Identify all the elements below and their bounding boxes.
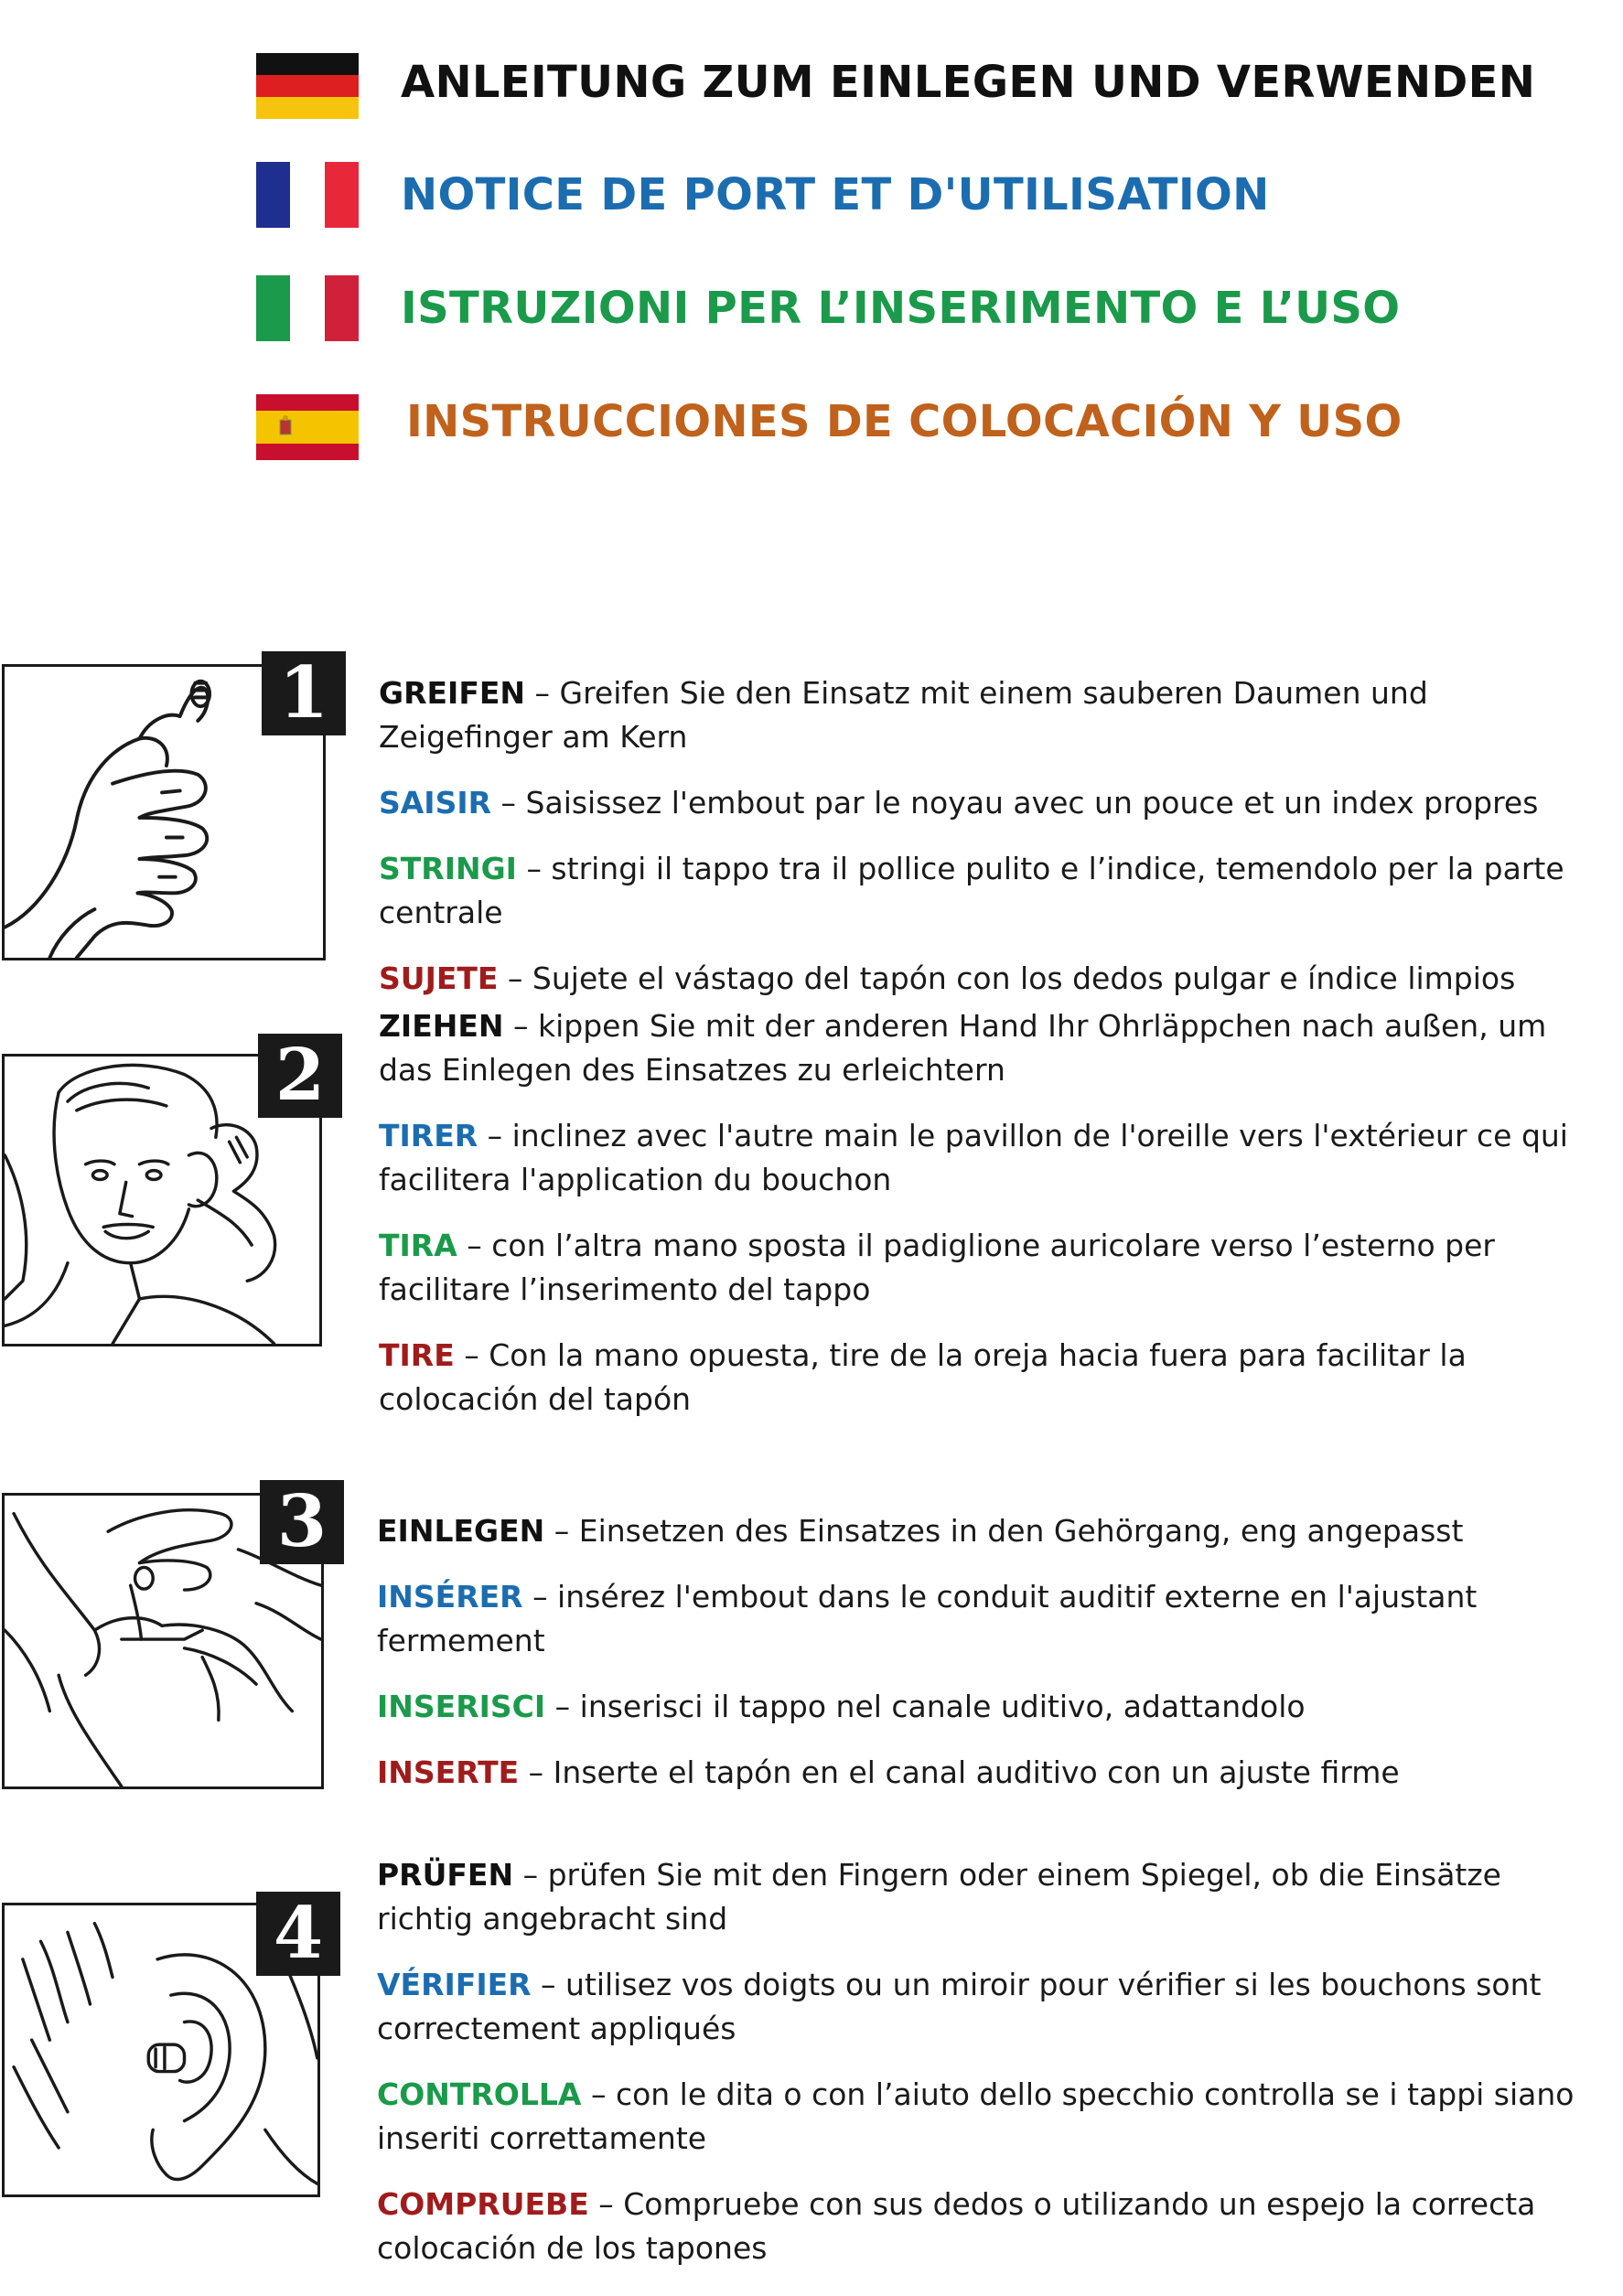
step-3-es-text: – Inserte el tapón en el canal auditivo con un ajuste firme bbox=[519, 1754, 1400, 1790]
step-3-illustration bbox=[0, 1480, 328, 1782]
step-2-it-keyword: TIRA bbox=[379, 1228, 457, 1263]
step-4-de-keyword: PRÜFEN bbox=[377, 1857, 514, 1893]
step-4-es-keyword: COMPRUEBE bbox=[377, 2186, 589, 2222]
step-4-number-badge: 4 bbox=[256, 1892, 340, 1976]
step-1-illustration bbox=[0, 651, 329, 953]
step-1-instructions bbox=[379, 671, 1605, 1023]
step-2-number-badge: 2 bbox=[258, 1034, 342, 1118]
step-1-fr-keyword: SAISIR bbox=[379, 785, 492, 821]
step-3-fr bbox=[377, 1575, 1603, 1663]
step-4-instructions bbox=[377, 1853, 1603, 2292]
step-2-fr bbox=[379, 1114, 1605, 1202]
step-1-it-keyword: STRINGI bbox=[379, 851, 517, 886]
step-2-it bbox=[379, 1224, 1605, 1312]
step-1-it bbox=[379, 847, 1605, 935]
german-flag-icon bbox=[256, 53, 359, 119]
step-3-fr-text: – insérez l'embout dans le conduit auditif externe en l'ajustant fermement bbox=[377, 1579, 1478, 1658]
step-4-de bbox=[377, 1853, 1603, 1941]
step-4-fr-keyword: VÉRIFIER bbox=[377, 1967, 532, 2002]
step-4-de-text: – prüfen Sie mit den Fingern oder einem Spiegel, ob die Einsätze richtig angebracht sind bbox=[377, 1857, 1501, 1937]
step-4-fr bbox=[377, 1963, 1603, 2051]
step-4-es bbox=[377, 2183, 1603, 2270]
step-1-it-text: – stringi il tappo tra il pollice pulito e l’indice, temendolo per la parte centrale bbox=[379, 851, 1564, 930]
step-4-illustration bbox=[0, 1884, 322, 2186]
header-french bbox=[0, 162, 1623, 235]
step-2-es bbox=[379, 1334, 1605, 1422]
step-2-fr-text: – inclinez avec l'autre main le pavillon de l'oreille vers l'extérieur ce qui facilitera l'application du bouchon bbox=[379, 1118, 1568, 1197]
step-3-de-text: – Einsetzen des Einsatzes in den Gehörgang, eng angepasst bbox=[544, 1513, 1464, 1549]
title-italian: ISTRUZIONI PER L’INSERIMENTO E L’USO bbox=[401, 283, 1401, 334]
step-1-fr-text: – Saisissez l'embout par le noyau avec un pouce et un index propres bbox=[491, 785, 1539, 821]
spanish-flag-icon bbox=[256, 394, 359, 460]
step-4-es-text: – Compruebe con sus dedos o utilizando un espejo la correcta colocación de los tapones bbox=[377, 2186, 1536, 2266]
step-2-es-keyword: TIRE bbox=[379, 1337, 455, 1373]
step-1-de-text: – Greifen Sie den Einsatz mit einem sauberen Daumen und Zeigefinger am Kern bbox=[379, 675, 1428, 755]
step-1-fr bbox=[379, 781, 1605, 825]
step-3-de-keyword: EINLEGEN bbox=[377, 1513, 545, 1549]
step-3-it-keyword: INSERISCI bbox=[377, 1689, 546, 1724]
french-flag-icon bbox=[256, 162, 359, 228]
step-4-it-text: – con le dita o con l’aiuto dello specchio controlla se i tappi siano inseriti correttamente bbox=[377, 2076, 1575, 2156]
italian-flag-icon bbox=[256, 275, 359, 341]
step-2-de bbox=[379, 1004, 1605, 1092]
title-french: NOTICE DE PORT ET D'UTILISATION bbox=[401, 169, 1270, 220]
step-4-it bbox=[377, 2073, 1603, 2161]
step-2-it-text: – con l’altra mano sposta il padiglione auricolare verso l’esterno per facilitare l’inserimento del tappo bbox=[379, 1228, 1495, 1307]
step-1-de bbox=[379, 671, 1605, 759]
step-1-es-keyword: SUJETE bbox=[379, 960, 499, 996]
header-german bbox=[0, 49, 1623, 123]
step-3-es-keyword: INSERTE bbox=[377, 1754, 520, 1790]
step-3-number-badge: 3 bbox=[260, 1480, 344, 1564]
step-2-instructions bbox=[379, 1004, 1605, 1443]
step-2-de-text: – kippen Sie mit der anderen Hand Ihr Ohrläppchen nach außen, um das Einlegen des Einsatzes zu erleichtern bbox=[379, 1008, 1547, 1088]
step-4-it-keyword: CONTROLLA bbox=[377, 2076, 582, 2112]
header-italian bbox=[0, 275, 1623, 349]
step-3-es bbox=[377, 1751, 1603, 1795]
step-1-es-text: – Sujete el vástago del tapón con los dedos pulgar e índice limpios bbox=[498, 960, 1516, 996]
step-3-fr-keyword: INSÉRER bbox=[377, 1579, 523, 1615]
title-spanish: INSTRUCCIONES DE COLOCACIÓN Y USO bbox=[406, 396, 1403, 447]
step-2-de-keyword: ZIEHEN bbox=[379, 1008, 504, 1044]
step-2-illustration bbox=[0, 1034, 326, 1336]
header-spanish bbox=[0, 389, 1623, 462]
step-2-fr-keyword: TIRER bbox=[379, 1118, 478, 1153]
step-3-de bbox=[377, 1509, 1603, 1553]
step-4-fr-text: – utilisez vos doigts ou un miroir pour vérifier si les bouchons sont correctement appliqués bbox=[377, 1967, 1542, 2046]
step-1-es bbox=[379, 957, 1605, 1001]
step-2-es-text: – Con la mano opuesta, tire de la oreja hacia fuera para facilitar la colocación del tapón bbox=[379, 1337, 1467, 1417]
step-1-de-keyword: GREIFEN bbox=[379, 675, 526, 711]
title-german: ANLEITUNG ZUM EINLEGEN UND VERWENDEN bbox=[401, 57, 1536, 108]
step-3-it-text: – inserisci il tappo nel canale uditivo, adattandolo bbox=[545, 1689, 1306, 1724]
step-3-instructions bbox=[377, 1509, 1603, 1817]
step-1-number-badge: 1 bbox=[262, 651, 346, 735]
step-3-it bbox=[377, 1685, 1603, 1729]
